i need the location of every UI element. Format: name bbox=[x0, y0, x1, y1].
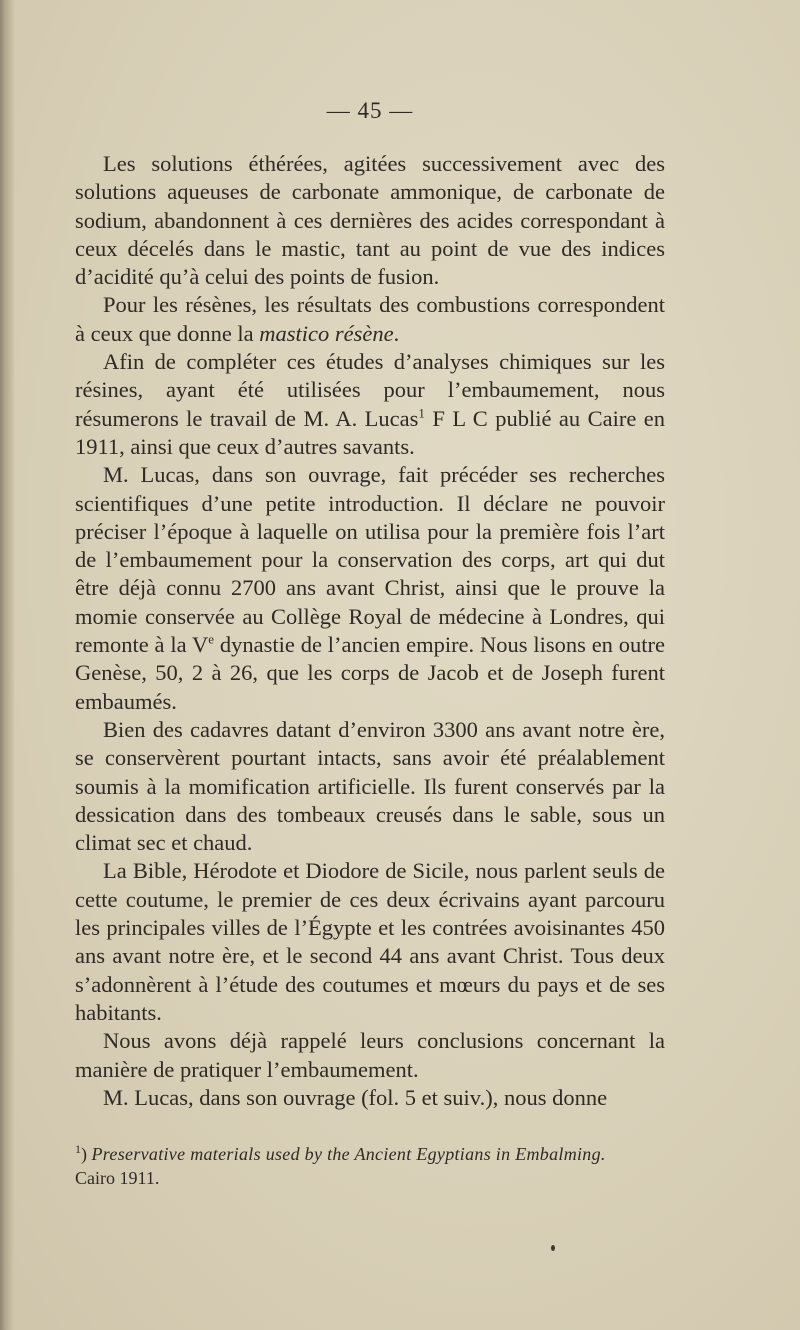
paragraph-7: Nous avons déjà rappelé leurs conclusions concernant la manière de pratiquer l’embaumement. bbox=[75, 1028, 665, 1082]
paragraph-2 bbox=[75, 291, 665, 348]
paragraph-1: Les solutions éthérées, agitées successivement avec des solutions aqueuses de carbonate ammonique, de carbonate de sodium, abandonnent à ces dernières des acides correspondant à ceux décelés dans le mastic, tant au point de vue des indices d’acidité qu’à celui des points de fusion. bbox=[75, 151, 665, 290]
ink-speck bbox=[551, 1245, 555, 1251]
paragraph-5: Bien des cadavres datant d’environ 3300 ans avant notre ère, se conservèrent pourtant intacts, sans avoir été préalablement soumis à la momification artificielle. Ils furent conservés par la dessication dans des tombeaux creusés dans le sable, sous un climat sec et chaud. bbox=[75, 716, 665, 856]
body-text bbox=[75, 150, 665, 1112]
paragraph-4-rest: dynastie de l’ancien empire. Nous lisons en outre Genèse, 50, 2 à 26, que les corps de Jacob et de Joseph furent embaumés. bbox=[75, 632, 665, 714]
book-spine-shadow bbox=[0, 0, 14, 1330]
footnote-reference: 1 bbox=[418, 405, 425, 421]
paragraph-3-rest: F L C publié au Caire en 1911, ainsi que ceux d’autres savants. bbox=[75, 405, 666, 459]
footnote bbox=[75, 1142, 665, 1190]
paragraph-2-text: Pour les résènes, les résultats des combustions correspondent à ceux que donne la bbox=[75, 292, 665, 346]
paragraph-2-end: . bbox=[393, 320, 400, 346]
paragraph-3 bbox=[75, 348, 665, 461]
footnote-number: 1 bbox=[75, 1142, 81, 1156]
paragraph-2-italic: mastico résène bbox=[259, 320, 394, 346]
footnote-title: Preservative materials used by the Ancient Egyptians in Embalming. bbox=[91, 1144, 606, 1164]
paragraph-4-superscript: e bbox=[208, 631, 215, 647]
page-number: — 45 — bbox=[326, 98, 414, 123]
paragraph-4 bbox=[75, 461, 665, 716]
footnote-place: Cairo 1911. bbox=[75, 1168, 160, 1188]
paragraph-3-text: Afin de compléter ces études d’analyses chimiques sur les résines, ayant été utilisées pour l’embaumement, nous résumerons le travail de M. A. Lucas bbox=[75, 349, 665, 431]
paragraph-8: M. Lucas, dans son ouvrage (fol. 5 et suiv.), nous donne bbox=[103, 1084, 608, 1110]
footnote-paren: ) bbox=[81, 1144, 87, 1164]
paragraph-6: La Bible, Hérodote et Diodore de Sicile, nous parlent seuls de cette coutume, le premier de ces deux écrivains ayant parcouru les principales villes de l’Égypte et les contrées avoisinantes 450 ans avant notre ère, et le second 44 ans avant Christ. Tous deux s’adonnèrent à l’étude des coutumes et mœurs du pays et de ses habitants. bbox=[75, 858, 665, 1025]
paragraph-4-text: M. Lucas, dans son ouvrage, fait précéder ses recherches scientifiques d’une petite introduction. Il déclare ne pouvoir préciser l’époque à laquelle on utilisa pour la première fois l’art de l’embaumement pour la conservation des corps, art qui dut être déjà connu 2700 ans avant Christ, ainsi que le prouve la momie conservée au Collège Royal de médecine à Londres, qui remonte à la V bbox=[75, 462, 665, 658]
